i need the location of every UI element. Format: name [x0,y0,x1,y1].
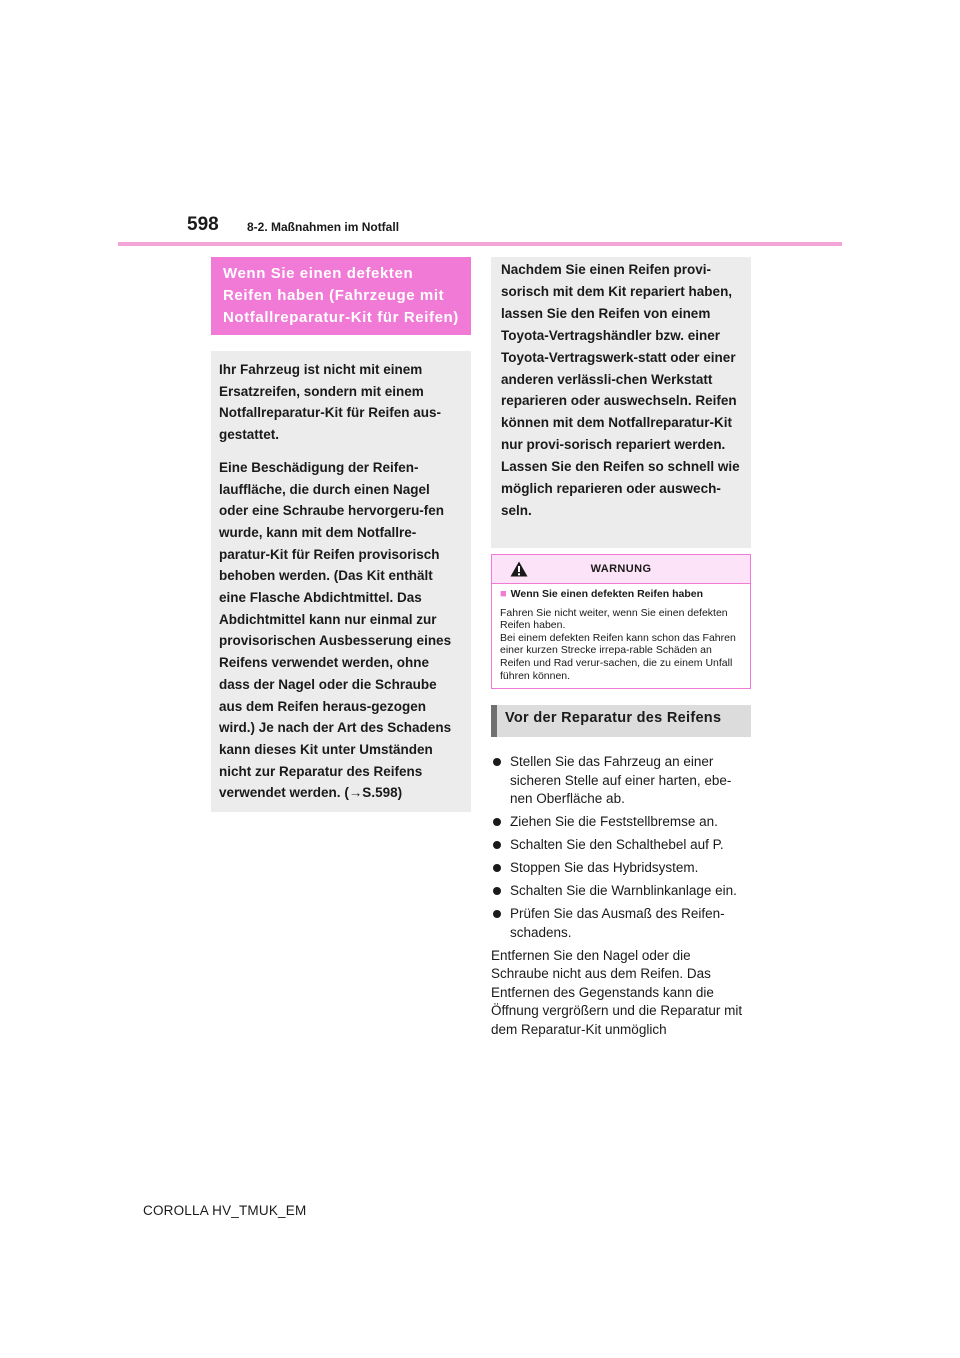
bullet-list [491,753,751,942]
left-column [211,257,471,812]
info-paragraph-2 [219,457,461,804]
info-paragraph-2-text: Eine Beschädigung der Reifen-lauffläche, die durch einen Nagel oder eine Schraube hervorgeru-fen wurde, kann mit dem Notfallre-paratur-Kit für Reifen provisorisch behoben werden. (Das Kit enthält eine Flasche Abdichtmittel. Das Abdichtmittel kann nur einmal zur provisorischen Ausbesserung eines Reifens verwendet werden, ohne dass der Nagel oder die Schraube aus dem Reifen heraus-gezogen wird.) Je nach der Art des Schadens kann dieses Kit unter Umständen nicht zur Reparatur des Reifens verwendet werden. [219,459,452,801]
subsection-heading: Vor der Reparatur des Reifens [491,705,751,737]
list-item: Schalten Sie die Warnblinkanlage ein. [491,882,751,901]
section-heading: Wenn Sie einen defekten Reifen haben (Fahrzeuge mit Notfallreparatur-Kit für Reifen) [211,257,471,335]
warning-box [491,554,751,689]
info-paragraph-1: Ihr Fahrzeug ist nicht mit einem Ersatzreifen, sondern mit einem Notfallreparatur-Kit für Reifen aus-gestattet. [219,362,442,443]
header-divider [118,242,842,246]
warning-subtitle-text: Wenn Sie einen defekten Reifen haben [510,588,704,600]
warning-body [492,584,750,688]
section-reference: 8-2. Maßnahmen im Notfall [247,220,400,234]
page-number: 598 [187,214,219,235]
list-item: Schalten Sie den Schalthebel auf P. [491,836,751,855]
square-bullet-icon: ■ [500,588,507,600]
info-box [211,351,471,812]
warning-text: Fahren Sie nicht weiter, wenn Sie einen defekten Reifen haben. Bei einem defekten Reifen kann schon das Fahren einer kurzen Strecke irrepa-rable Schäden an Reifen und Rad verur-sachen, die zu einem Unfall führen können. [500,606,736,682]
info-box-continued: Nachdem Sie einen Reifen provi-sorisch mit dem Kit repariert haben, lassen Sie den Reifen von einem Toyota-Vertragshändler bzw. einer Toyota-Vertragswerk-statt oder einer anderen verlässli-chen Werkstatt reparieren oder auswechseln. Reifen können mit dem Notfallreparatur-Kit nur provi-sorisch repariert werden. Lassen Sie den Reifen so schnell wie möglich reparieren oder auswech-seln. [491,257,751,548]
page-reference-link[interactable]: (→S.598) [344,785,403,801]
list-item: Stoppen Sie das Hybridsystem. [491,859,751,878]
list-item: Stellen Sie das Fahrzeug an einer sicheren Stelle auf einer harten, ebe-nen Oberfläche ab. [491,753,751,809]
warning-triangle-icon [510,561,528,577]
warning-title: WARNUNG [590,563,652,575]
body-paragraph: Entfernen Sie den Nagel oder die Schraube nicht aus dem Reifen. Das Entfernen des Gegenstands kann die Öffnung vergrößern und die Reparatur mit dem Reparatur-Kit unmöglich [491,947,743,1037]
footer-model-code: COROLLA HV_TMUK_EM [143,1203,307,1218]
warning-subtitle [500,588,742,601]
right-column [491,257,751,1039]
warning-header [492,555,750,584]
list-item: Prüfen Sie das Ausmaß des Reifen-schadens. [491,905,751,942]
list-item: Ziehen Sie die Feststellbremse an. [491,813,751,832]
